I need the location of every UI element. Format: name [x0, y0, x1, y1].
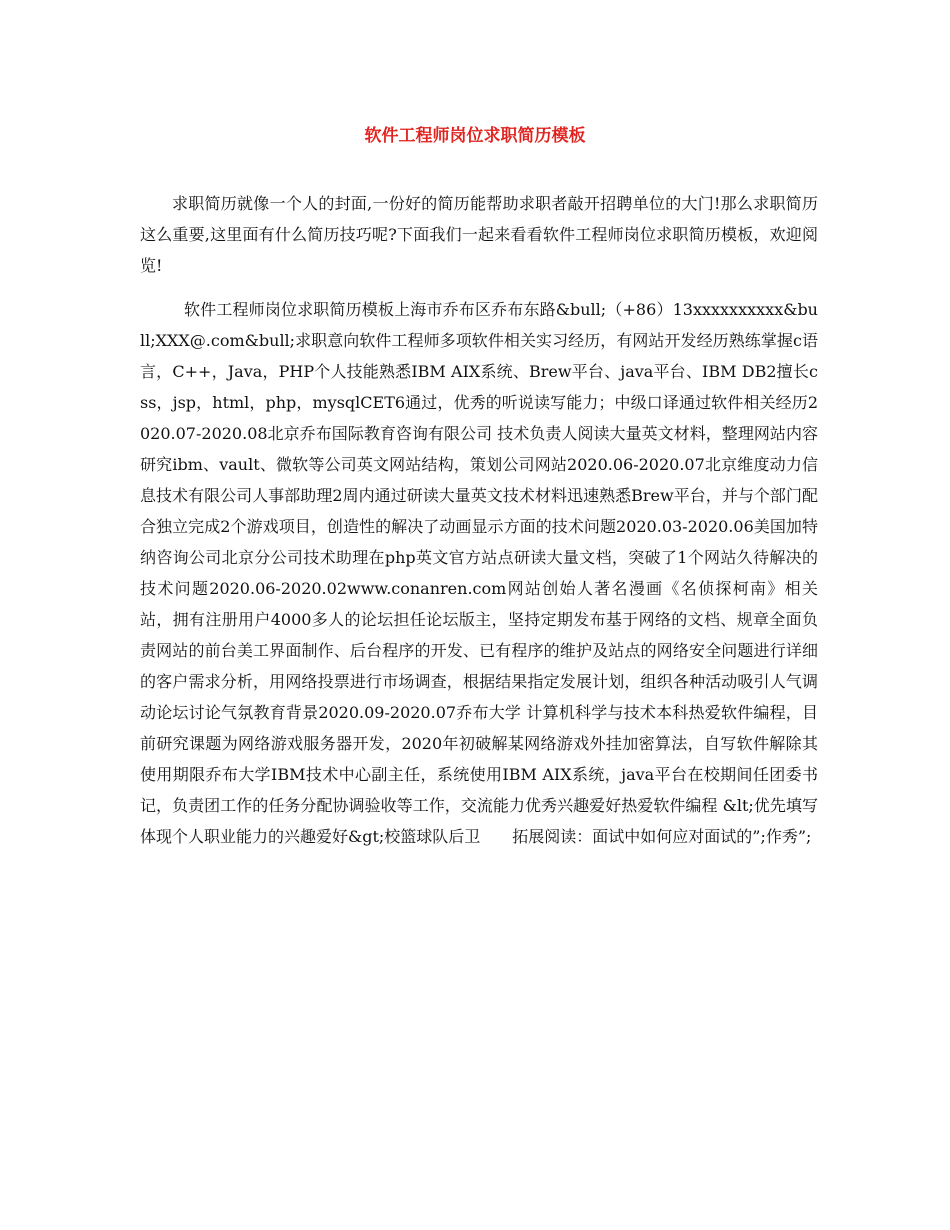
intro-paragraph: 求职简历就像一个人的封面,一份好的简历能帮助求职者敲开招聘单位的大门!那么求职简历这么重要,这里面有什么简历技巧呢?下面我们一起来看看软件工程师岗位求职简历模板，欢迎阅览! — [140, 194, 818, 275]
document-title: 软件工程师岗位求职简历模板 — [364, 126, 586, 146]
resume-content-paragraph: 软件工程师岗位求职简历模板上海市乔布区乔布东路&bull;（+86）13xxxxxxxxxx&bull;XXX@.com&bull;求职意向软件工程师多项软件相关实习经历，有网站开发经历熟练掌握c语言，C++，Java，PHP个人技能熟悉IBM AIX系统、Brew平台、java平台、IBM DB2擅长css，jsp，html，php，mysqlCET6通过，优秀的听说读写能力；中级口译通过软件相关经历2020.07-2020.08北京乔布国际教育咨询有限公司 技术负责人阅读大量英文材料，整理网站内容研究ibm、vault、微软等公司英文网站结构，策划公司网站2020.06-2020.07北京维度动力信息技术有限公司人事部助理2周内通过研读大量英文技术材料迅速熟悉Brew平台，并与个部门配合独立完成2个游戏项目，创造性的解决了动画显示方面的技术问题2020.03-2020.06美国加特纳咨询公司北京分公司技术助理在php英文官方站点研读大量文档，突破了1个网站久待解决的技术问题2020.06-2020.02www.conanren.com网站创始人著名漫画《名侦探柯南》相关站，拥有注册用户4000多人的论坛担任论坛版主，坚持定期发布基于网络的文档、规章全面负责网站的前台美工界面制作、后台程序的开发、已有程序的维护及站点的网络安全问题进行详细的客户需求分析，用网络投票进行市场调查，根据结果指定发展计划，组织各种活动吸引人气调动论坛讨论气氛教育背景2020.09-2020.07乔布大学 计算机科学与技术本科热爱软件编程，目前研究课题为网络游戏服务器开发，2020年初破解某网络游戏外挂加密算法，自写软件解除其使用期限乔布大学IBM技术中心副主任，系统使用IBM AIX系统，java平台在校期间任团委书记，负责团工作的任务分配协调验收等工作，交流能力优秀兴趣爱好热爱软件编程 &lt;优先填写体现个人职业能力的兴趣爱好&gt;校篮球队后卫 拓展阅读：面试中如何应对面试的”;作秀”; — [140, 300, 818, 846]
